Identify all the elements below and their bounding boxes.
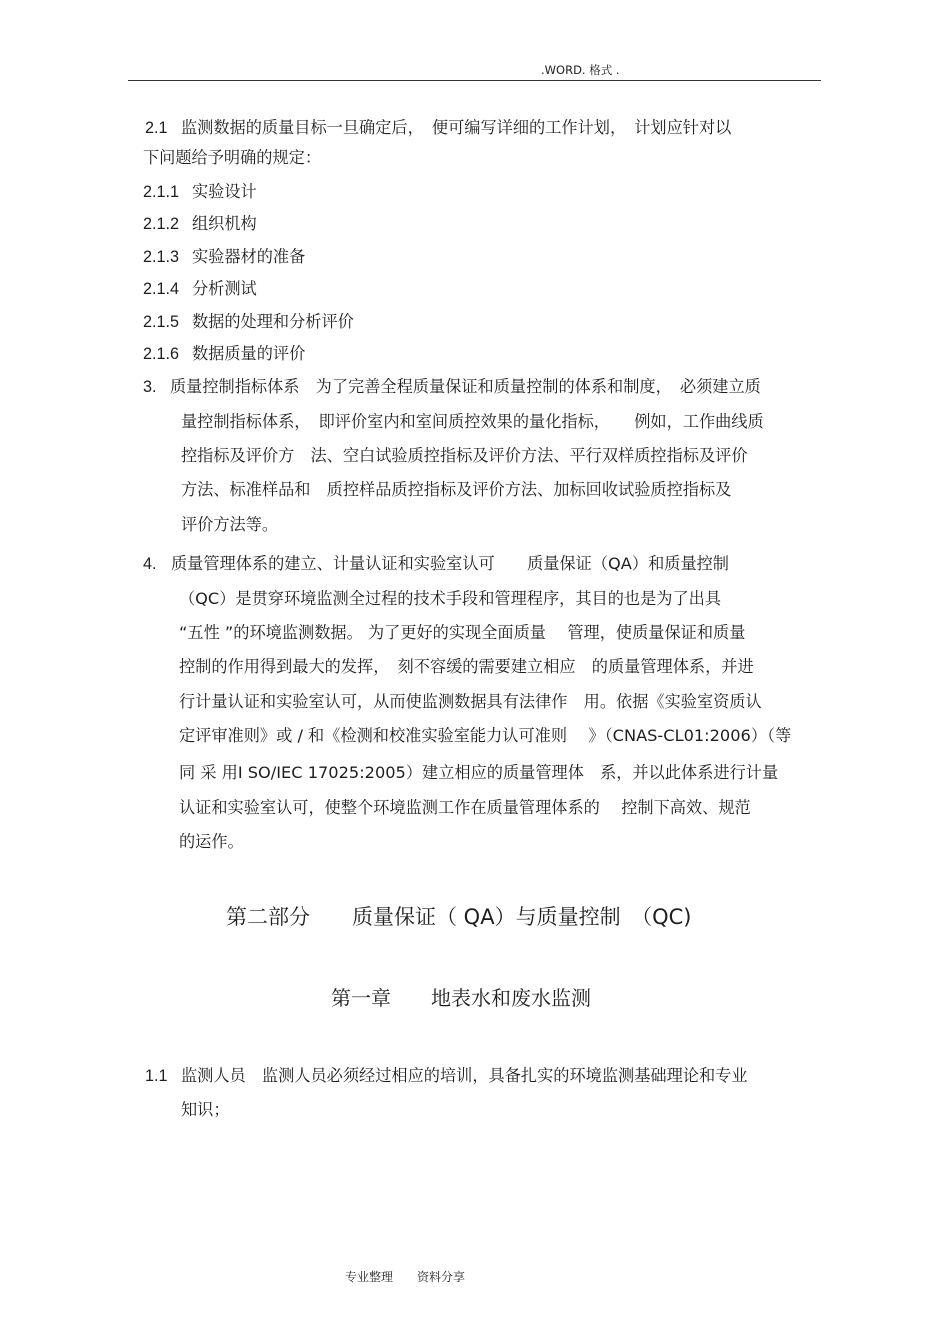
page-footer: 专业整理 资料分享 [345, 1270, 466, 1284]
list-item-text: 数据的处理和分析评价 [192, 312, 354, 331]
list-item-number: 2.1.5 [143, 313, 180, 331]
section-4-line-2: （QC）是贯穿环境监测全过程的技术手段和管理程序，其目的也是为了出具 [179, 589, 722, 608]
section-4-line-6: 定评审准则》或 / 和《检测和校准实验室能力认可准则 》（CNAS-CL01:2006）（等 [179, 726, 792, 745]
section-1-1-line-2: 知识； [181, 1100, 230, 1119]
section-3-line-4: 方法、标准样品和 质控样品质控指标及评价方法、加标回收试验质控指标及 [181, 480, 732, 499]
section-4-line-4: 控制的作用得到最大的发挥， 刻不容缓的需要建立相应 的质量管理体系，并进 [179, 657, 754, 676]
section-2-1-line-2: 下问题给予明确的规定： [143, 148, 322, 167]
part-title: 第二部分 质量保证（ QA）与质量控制 （QC) [226, 905, 692, 929]
section-2-1-line-1: 监测数据的质量目标一旦确定后， 便可编写详细的工作计划， 计划应针对以 [181, 118, 732, 137]
section-number-4: 4. [143, 555, 157, 573]
section-number-1-1: 1.1 [145, 1067, 168, 1085]
section-4-line-7: 同 采 用I SO/IEC 17025:2005）建立相应的质量管理体 系，并以此体系进行计量 [179, 763, 779, 782]
section-4-line-9: 的运作。 [179, 832, 244, 851]
section-1-1-line-1: 监测人员 监测人员必须经过相应的培训，具备扎实的环境监测基础理论和专业 [181, 1066, 748, 1085]
list-item-number: 2.1.2 [143, 215, 180, 233]
list-item-text: 实验器材的准备 [192, 247, 306, 266]
section-3-line-2: 量控制指标体系， 即评价室内和室间质控效果的量化指标， 例如，工作曲线质 [181, 412, 764, 431]
list-item-number: 2.1.1 [143, 183, 180, 201]
chapter-title: 第一章 地表水和废水监测 [331, 986, 591, 1010]
section-number-2-1: 2.1 [145, 119, 168, 137]
section-4-line-1: 质量管理体系的建立、计量认证和实验室认可 质量保证（QA）和质量控制 [171, 554, 729, 573]
section-number-3: 3. [143, 378, 157, 396]
list-item-number: 2.1.3 [143, 248, 180, 266]
list-item-number: 2.1.6 [143, 345, 180, 363]
list-item-text: 组织机构 [192, 214, 257, 233]
section-4-line-8: 认证和实验室认可，使整个环境监测工作在质量管理体系的 控制下高效、规范 [179, 798, 751, 817]
section-4-line-3: “五性 ”的环境监测数据。 为了更好的实现全面质量 管理，使质量保证和质量 [179, 623, 746, 642]
list-item-text: 数据质量的评价 [192, 344, 306, 363]
header-divider [128, 80, 821, 81]
list-item-number: 2.1.4 [143, 280, 180, 298]
section-3-line-1: 质量控制指标体系 为了完善全程质量保证和质量控制的体系和制度， 必须建立质 [170, 377, 761, 396]
list-item-text: 分析测试 [192, 279, 257, 298]
page-header: .WORD. 格式 . [541, 63, 620, 77]
section-4-line-5: 行计量认证和实验室认可，从而使监测数据具有法律作 用。依据《实验室资质认 [179, 692, 762, 711]
list-item-text: 实验设计 [192, 182, 257, 201]
section-3-line-3: 控指标及评价方 法、空白试验质控指标及评价方法、平行双样质控指标及评价 [181, 446, 748, 465]
section-3-line-5: 评价方法等。 [181, 515, 279, 534]
